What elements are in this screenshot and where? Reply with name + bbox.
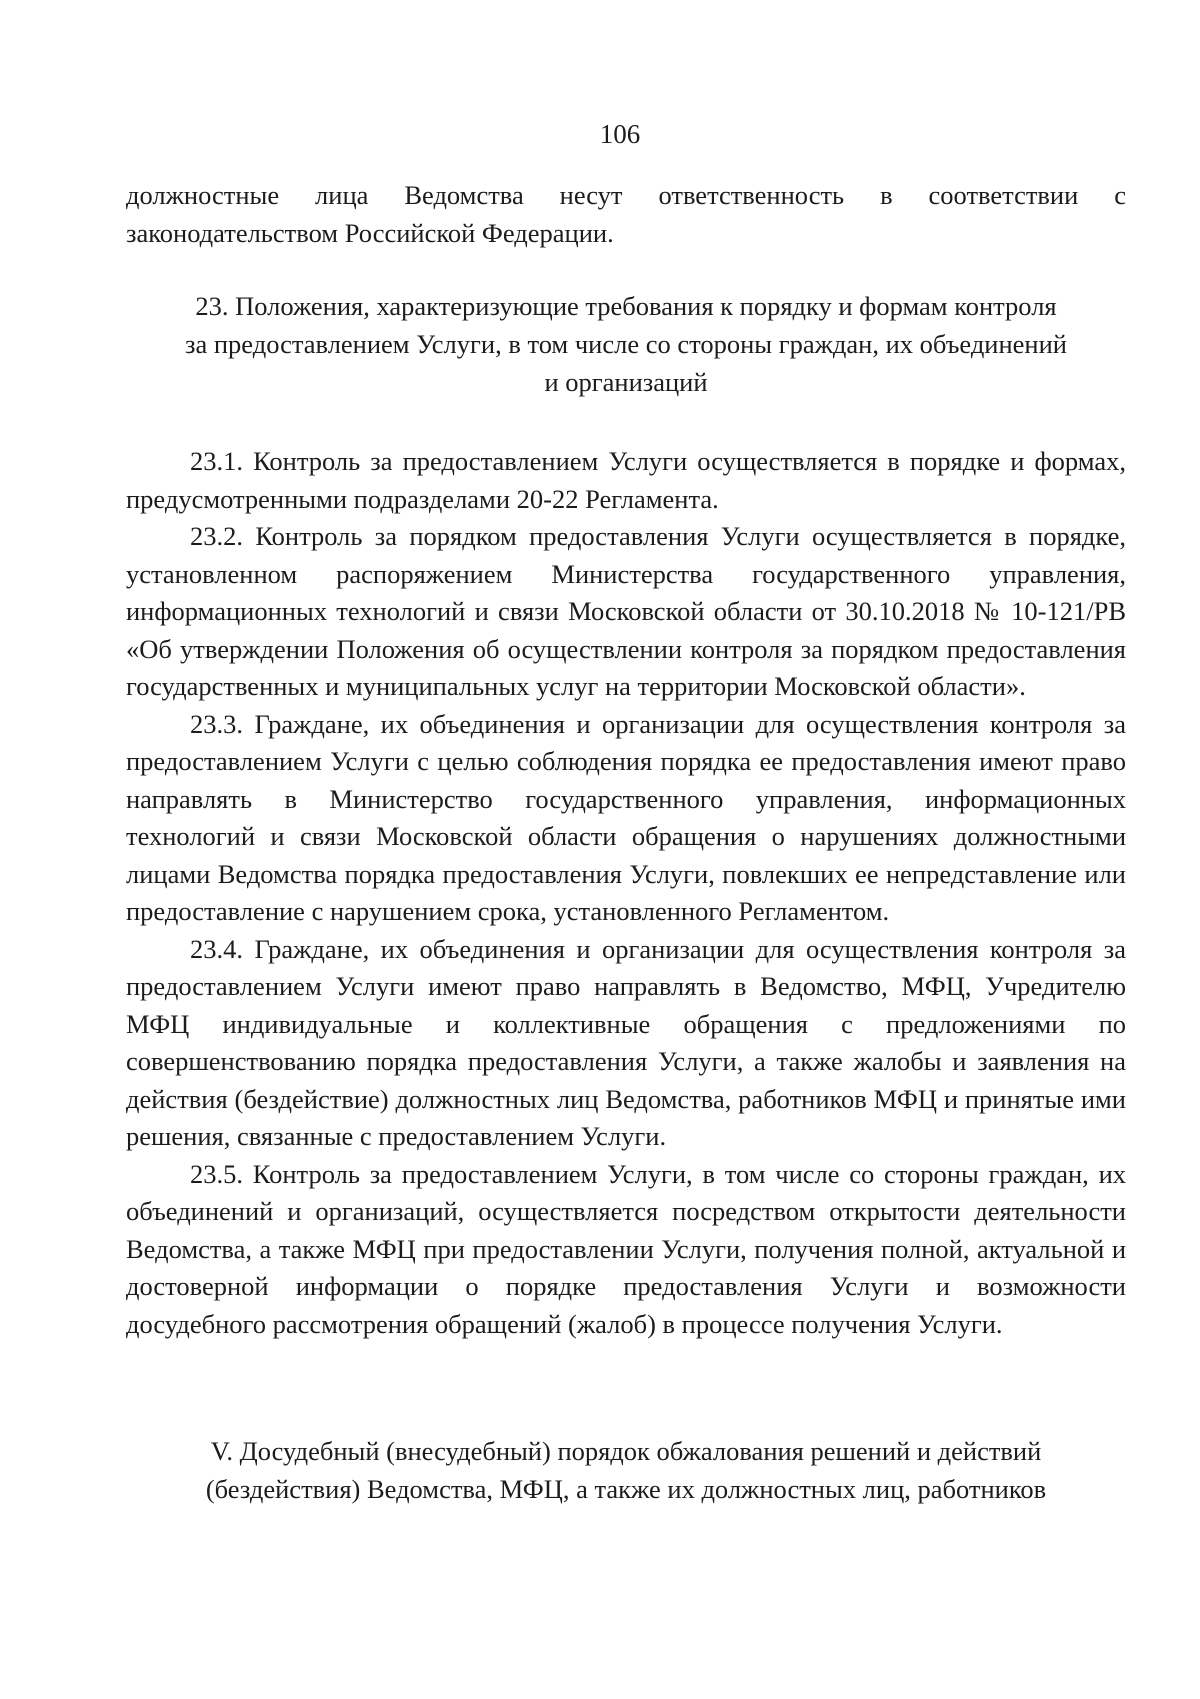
paragraph-23-2: 23.2. Контроль за порядком предоставления Услуги осуществляется в порядке, установленном распоряжением Министерства государственного управления, информационных технологий и связи Московской области от 30.10.2018 № 10-121/РВ «Об утверждении Положения об осуществлении контроля за порядком предоставления государственных и муниципальных услуг на территории Московской области». xyxy=(126,521,1126,701)
continuation-text-block xyxy=(126,177,1126,252)
paragraph-23-3: 23.3. Граждане, их объединения и организации для осуществления контроля за предоставлением Услуги с целью соблюдения порядка ее предоставления имеют право направлять в Министерство государственного управления, информационных технологий и связи Московской области обращения о нарушениях должностными лицами Ведомства порядка предоставления Услуги, повлекших ее непредставление или предоставление с нарушением срока, установленного Регламентом. xyxy=(126,708,1126,926)
paragraph-23-5: 23.5. Контроль за предоставлением Услуги, в том числе со стороны граждан, их объединений и организаций, осуществляется посредством открытости деятельности Ведомства, а также МФЦ при предоставлении Услуги, получения полной, актуальной и достоверной информации о порядке предоставления Услуги и возможности досудебного рассмотрения обращений (жалоб) в процессе получения Услуги. xyxy=(126,1158,1126,1339)
section-v-heading: V. Досудебный (внесудебный) порядок обжалования решений и действий (бездействия) Ведомства, МФЦ, а также их должностных лиц, работников xyxy=(205,1436,1047,1504)
page-number: 106 xyxy=(599,119,641,149)
paragraph-23-4: 23.4. Граждане, их объединения и организации для осуществления контроля за предоставлением Услуги имеют право направлять в Ведомство, МФЦ, Учредителю МФЦ индивидуальные и коллективные обращения с предложениями по совершенствованию порядка предоставления Услуги, а также жалобы и заявления на действия (бездействие) должностных лиц Ведомства, работников МФЦ и принятые ими решения, связанные с предоставлением Услуги. xyxy=(126,933,1126,1151)
paragraph-23-1: 23.1. Контроль за предоставлением Услуги осуществляется в порядке и формах, предусмотренными подразделами 20-22 Регламента. xyxy=(126,446,1126,514)
section-23-heading: 23. Положения, характеризующие требования к порядку и формам контроля за предоставлением Услуги, в том числе со стороны граждан, их объединений и организаций xyxy=(185,291,1067,397)
continuation-paragraph: должностные лица Ведомства несут ответственность в соответствии с законодательством Российской Федерации. xyxy=(126,180,1126,248)
section-23-body xyxy=(126,443,1126,1343)
